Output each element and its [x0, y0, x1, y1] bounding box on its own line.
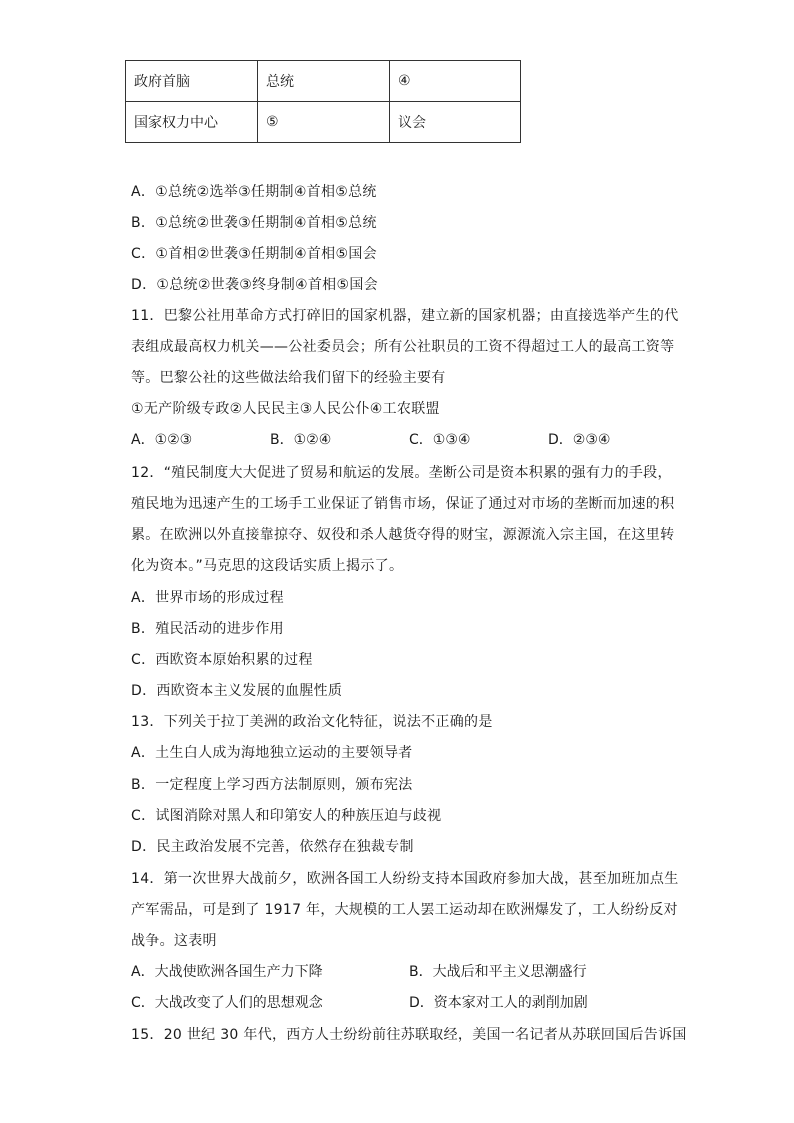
- q11-items: ①无产阶级专政②人民民主③人民公仆④工农联盟: [131, 401, 440, 417]
- q14-option-c: C．大战改变了人们的思想观念: [131, 995, 323, 1011]
- q13-option-d: D．民主政治发展不完善，依然存在独裁专制: [131, 839, 414, 855]
- q14-option-d: D．资本家对工人的剥削加剧: [409, 995, 588, 1011]
- q10-option-c: C．①首相②世袭③任期制④首相⑤国会: [131, 246, 377, 262]
- q13-option-b: B．一定程度上学习西方法制原则，颁布宪法: [131, 777, 413, 793]
- q12-stem-line: 殖民地为迅速产生的工场手工业保证了销售市场，保证了通过对市场的垄断而加速的积: [131, 496, 675, 512]
- q12-option-d: D．西欧资本主义发展的血腥性质: [131, 683, 343, 699]
- q12-stem-line: 化为资本。”马克思的这段话实质上揭示了。: [131, 558, 404, 574]
- q11-option-c: C．①③④: [409, 432, 471, 448]
- table-cell: ⑤: [258, 102, 390, 143]
- table-row: [126, 102, 521, 143]
- table-cell: 国家权力中心: [126, 102, 258, 143]
- q11-option-a: A．①②③: [131, 432, 193, 448]
- q14-stem-line: 战争。这表明: [131, 933, 217, 949]
- q12-option-c: C．西欧资本原始积累的过程: [131, 652, 313, 668]
- q15-stem-line: 15．20 世纪 30 年代，西方人士纷纷前往苏联取经，美国一名记者从苏联回国后告诉国: [131, 1027, 687, 1043]
- q11-stem-line: 等。巴黎公社的这些做法给我们留下的经验主要有: [131, 370, 446, 386]
- q12-option-a: A．世界市场的形成过程: [131, 590, 284, 606]
- q11-option-b: B．①②④: [270, 432, 332, 448]
- comparison-table: [125, 60, 521, 143]
- q12-option-b: B．殖民活动的进步作用: [131, 621, 284, 637]
- q14-option-b: B．大战后和平主义思潮盛行: [409, 964, 587, 980]
- q14-stem-line: 产军需品，可是到了 1917 年，大规模的工人罢工运动却在欧洲爆发了，工人纷纷反对: [131, 902, 678, 918]
- q10-option-d: D．①总统②世袭③终身制④首相⑤国会: [131, 277, 378, 293]
- q12-stem-line: 累。在欧洲以外直接靠掠夺、奴役和杀人越货夺得的财宝，源源流入宗主国，在这里转: [131, 527, 675, 543]
- table-cell: 议会: [390, 102, 521, 143]
- q14-stem-line: 14．第一次世界大战前夕，欧洲各国工人纷纷支持本国政府参加大战，甚至加班加点生: [131, 871, 679, 887]
- table-cell: 政府首脑: [126, 61, 258, 102]
- q10-option-a: A．①总统②选举③任期制④首相⑤总统: [131, 184, 377, 200]
- table-cell: 总统: [258, 61, 390, 102]
- q13-option-c: C．试图消除对黑人和印第安人的种族压迫与歧视: [131, 808, 442, 824]
- table-cell: ④: [390, 61, 521, 102]
- q11-stem-line: 11．巴黎公社用革命方式打碎旧的国家机器，建立新的国家机器；由直接选举产生的代: [131, 308, 679, 324]
- q13-stem-line: 13．下列关于拉丁美洲的政治文化特征，说法不正确的是: [131, 714, 493, 730]
- table-row: [126, 61, 521, 102]
- q11-stem-line: 表组成最高权力机关——公社委员会；所有公社职员的工资不得超过工人的最高工资等: [131, 339, 675, 355]
- q12-stem-line: 12．“殖民制度大大促进了贸易和航运的发展。垄断公司是资本积累的强有力的手段，: [131, 465, 672, 481]
- q11-option-d: D．②③④: [548, 432, 611, 448]
- q10-option-b: B．①总统②世袭③任期制④首相⑤总统: [131, 215, 377, 231]
- q14-option-a: A．大战使欧洲各国生产力下降: [131, 964, 323, 980]
- q13-option-a: A．土生白人成为海地独立运动的主要领导者: [131, 745, 413, 761]
